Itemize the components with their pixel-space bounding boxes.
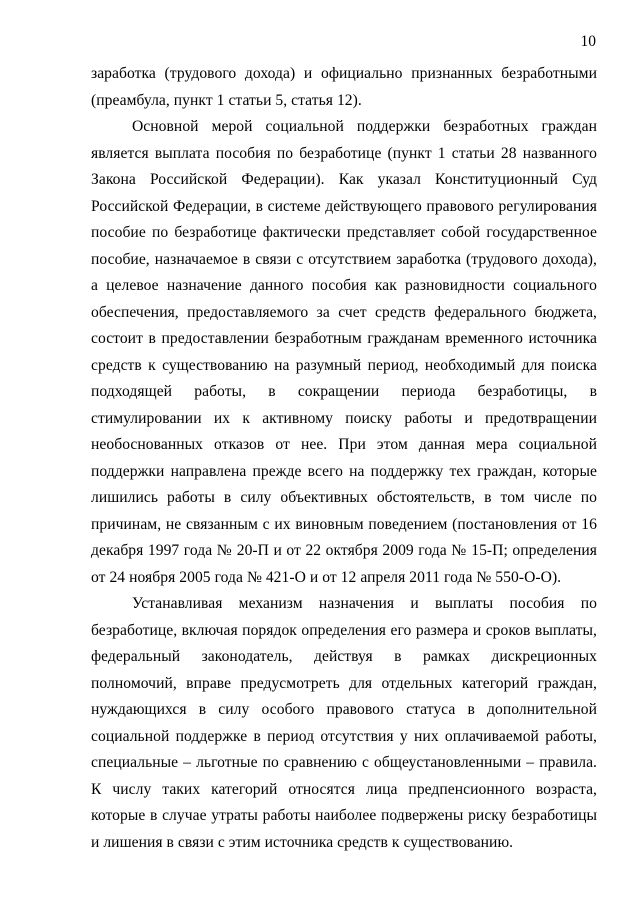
document-body <box>91 61 597 856</box>
paragraph-unemployment-benefit: Основной мерой социальной поддержки безработных граждан является выплата пособия по безработице (пункт 1 статьи 28 названного Закона Российской Федерации). Как указал Конституционный Суд Российской Федерации, в системе действующего правового регулирования пособие по безработице фактически представляет собой государственное пособие, назначаемое в связи с отсутствием заработка (трудового дохода), а целевое назначение данного пособия как разновидности социального обеспечения, предоставляемого за счет средств федерального бюджета, состоит в предоставлении безработным гражданам временного источника средств к существованию на разумный период, необходимый для поиска подходящей работы, в сокращении периода безработицы, в стимулировании их к активному поиску работы и предотвращении необоснованных отказов от нее. При этом данная мера социальной поддержки направлена прежде всего на поддержку тех граждан, которые лишились работы в силу объективных обстоятельств, в том числе по причинам, не связанным с их виновным поведением (постановления от 16 декабря 1997 года № 20-П и от 22 октября 2009 года № 15-П; определения от 24 ноября 2005 года № 421-О и от 12 апреля 2011 года № 550-О-О). <box>91 118 597 586</box>
paragraph-continuation: заработка (трудового дохода) и официально признанных безработными (преамбула, пункт 1 статьи 5, статья 12). <box>91 65 597 109</box>
page-number: 10 <box>580 33 596 50</box>
paragraph-pre-retirement-category: Устанавливая механизм назначения и выплаты пособия по безработице, включая порядок определения его размера и сроков выплаты, федеральный законодатель, действуя в рамках дискреционных полномочий, вправе предусмотреть для отдельных категорий граждан, нуждающихся в силу особого правового статуса в дополнительной социальной поддержке в период отсутствия у них оплачиваемой работы, специальные – льготные по сравнению с общеустановленными – правила. К числу таких категорий относятся лица предпенсионного возраста, которые в случае утраты работы наиболее подвержены риску безработицы и лишения в связи с этим источника средств к существованию. <box>91 595 597 851</box>
